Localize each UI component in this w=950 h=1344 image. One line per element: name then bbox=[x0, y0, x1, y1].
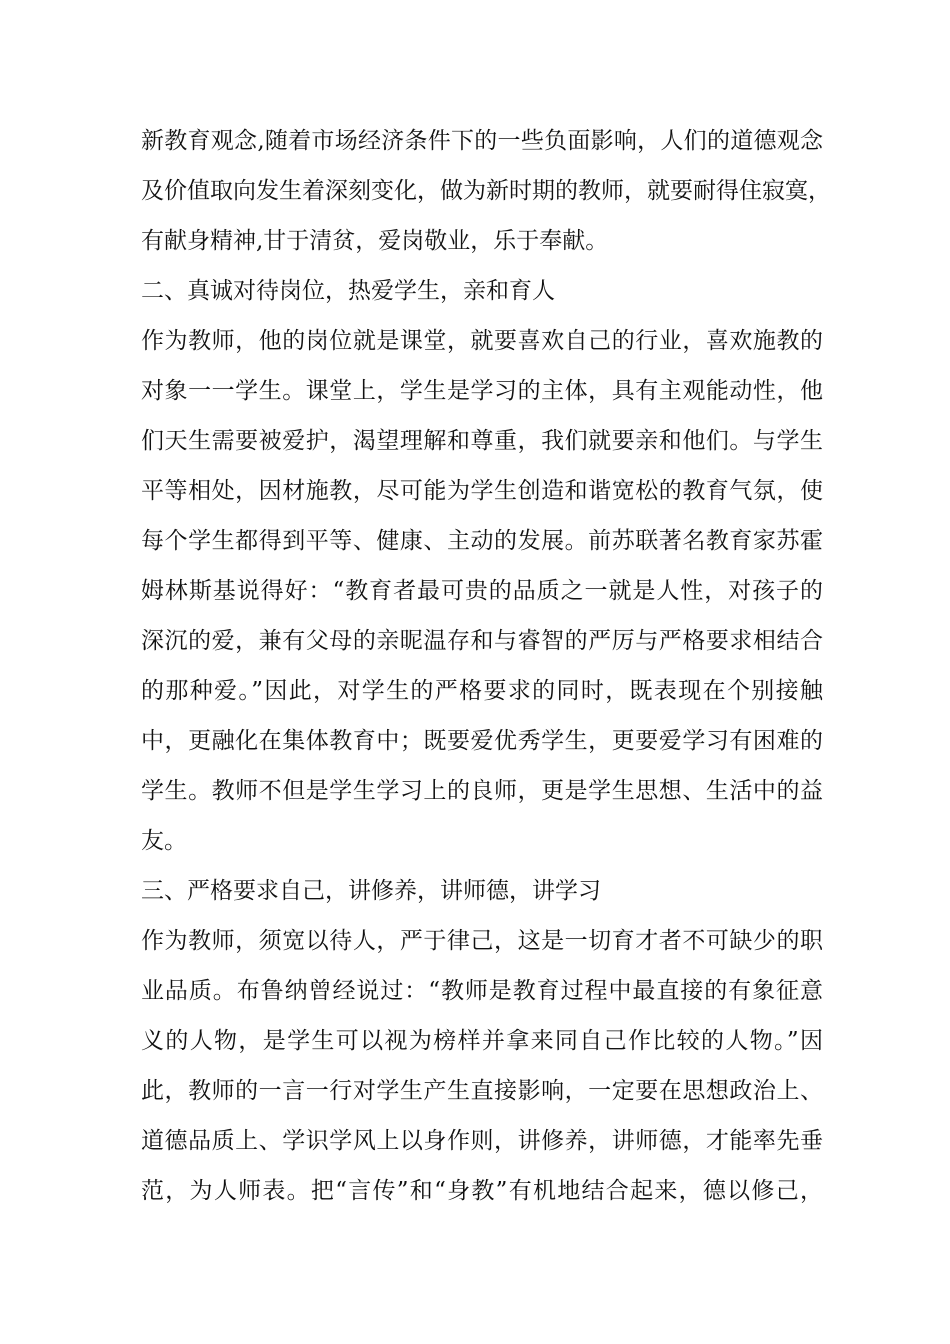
body-text-line: 学生。教师不但是学生学习上的良师，更是学生思想、生活中的益 bbox=[141, 778, 823, 804]
section-heading-3: 三、严格要求自己，讲修养，讲师德，讲学习 bbox=[141, 878, 601, 904]
paragraph-end-line: 友。 bbox=[141, 828, 187, 854]
body-text-line: 平等相处，因材施教，尽可能为学生创造和谐宽松的教育气氛，使 bbox=[141, 478, 823, 504]
body-text-line: 中，更融化在集体教育中；既要爱优秀学生，更要爱学习有困难的 bbox=[141, 728, 823, 754]
body-text-line: 对象一一学生。课堂上，学生是学习的主体，具有主观能动性，他 bbox=[141, 378, 823, 404]
body-text-line: 及价值取向发生着深刻变化，做为新时期的教师，就要耐得住寂寞， bbox=[141, 178, 831, 204]
body-text-line: 道德品质上、学识学风上以身作则，讲修养，讲师德，才能率先垂 bbox=[141, 1128, 823, 1154]
body-text-line: 业品质。布鲁纳曾经说过：“教师是教育过程中最直接的有象征意 bbox=[141, 978, 823, 1004]
body-text-line: 新教育观念,随着市场经济条件下的一些负面影响，人们的道德观念 bbox=[141, 128, 823, 154]
body-text-line: 此，教师的一言一行对学生产生直接影响，一定要在思想政治上、 bbox=[141, 1078, 823, 1104]
body-text-line: 深沉的爱，兼有父母的亲昵温存和与睿智的严厉与严格要求相结合 bbox=[141, 628, 823, 654]
section-heading-2: 二、真诚对待岗位，热爱学生，亲和育人 bbox=[141, 278, 555, 304]
body-text-line: 的那种爱。”因此，对学生的严格要求的同时，既表现在个别接触 bbox=[141, 678, 823, 704]
paragraph-end-line: 有献身精神,甘于清贫，爱岗敬业，乐于奉献。 bbox=[141, 228, 609, 254]
body-text-line: 每个学生都得到平等、健康、主动的发展。前苏联著名教育家苏霍 bbox=[141, 528, 823, 554]
body-text-line: 姆林斯基说得好：“教育者最可贵的品质之一就是人性，对孩子的 bbox=[141, 578, 823, 604]
body-text-line: 作为教师，他的岗位就是课堂，就要喜欢自己的行业，喜欢施教的 bbox=[141, 328, 823, 354]
body-text-line: 范，为人师表。把“言传”和“身教”有机地结合起来，德以修己， bbox=[141, 1178, 823, 1204]
body-text-line: 义的人物，是学生可以视为榜样并拿来同自己作比较的人物。”因 bbox=[141, 1028, 823, 1054]
body-text-line: 们天生需要被爱护，渴望理解和尊重，我们就要亲和他们。与学生 bbox=[141, 428, 823, 454]
body-text-line: 作为教师，须宽以待人，严于律己，这是一切育才者不可缺少的职 bbox=[141, 928, 823, 954]
